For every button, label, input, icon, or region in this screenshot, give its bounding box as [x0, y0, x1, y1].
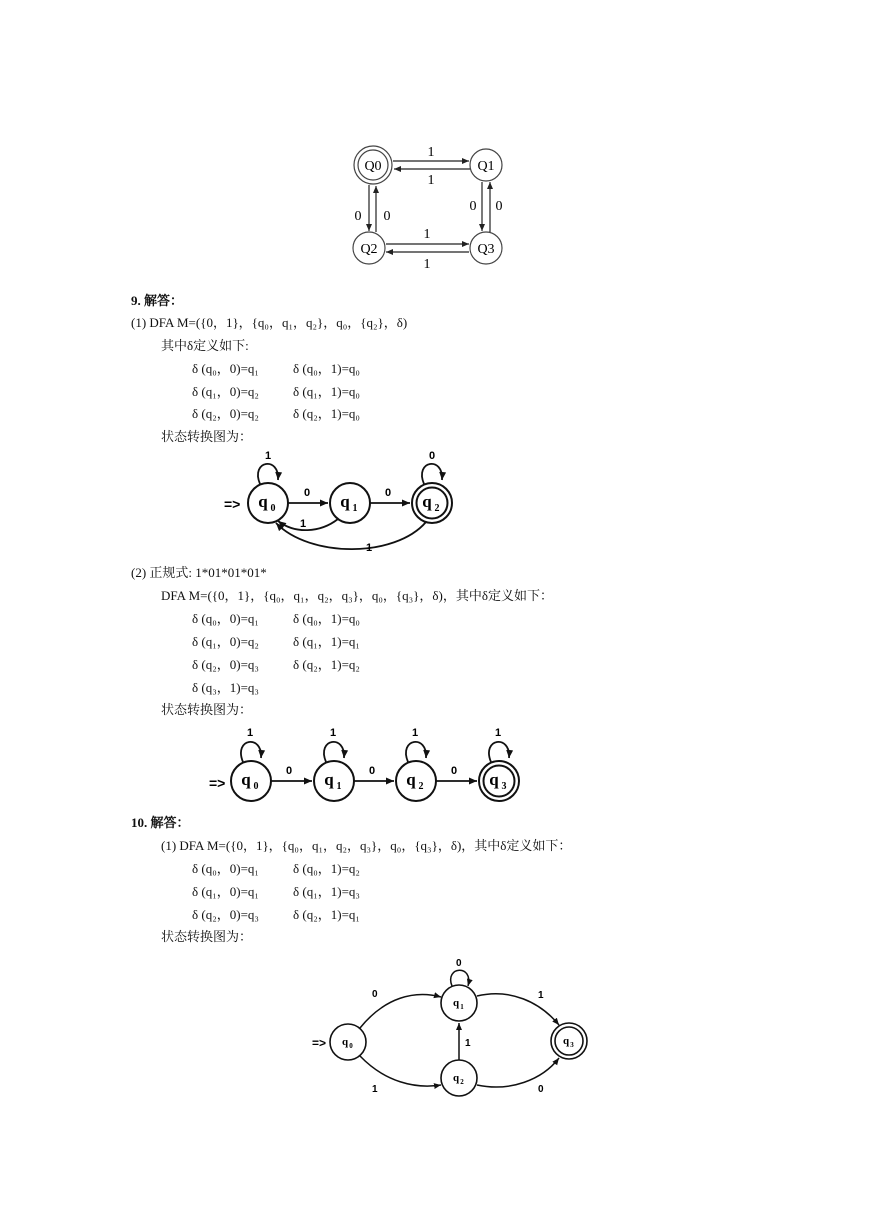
svg-text:2: 2 — [418, 781, 424, 792]
s10-delta-r2-c1: δ (q₂，1)=q₁ — [293, 907, 360, 922]
s9b-delta-r3-c0: δ (q₃，1)=q₃ — [192, 680, 259, 695]
svg-text:q: q — [324, 770, 334, 789]
s9-delta-r0-c1: δ (q₀，1)=q₀ — [293, 361, 360, 376]
s9b-delta-r2-c1: δ (q₂，1)=q₂ — [293, 657, 360, 672]
section10-heading: 10. 解答： — [131, 815, 190, 830]
edge-q2-q0 — [276, 522, 426, 549]
state-q2 — [412, 483, 452, 523]
state-q1 — [441, 985, 477, 1021]
regex-value: 1*01*01*01* — [195, 565, 267, 580]
svg-text:q: q — [341, 1036, 349, 1048]
state-q2 — [353, 232, 385, 264]
s9-diagram2 — [205, 724, 535, 809]
svg-text:2: 2 — [434, 503, 440, 514]
s10-delta-r0-c0: δ (q₀，0)=q₁ — [192, 861, 259, 876]
state-q2 — [396, 761, 436, 801]
svg-text:Q1: Q1 — [477, 159, 495, 174]
s10-diagram — [310, 952, 600, 1102]
svg-text:q: q — [422, 492, 432, 511]
s9-delta-r2-c1: δ (q₂，1)=q₀ — [293, 406, 360, 421]
svg-text:q: q — [340, 492, 350, 511]
svg-text:0: 0 — [349, 1042, 353, 1050]
edge-q1-q3 — [477, 994, 559, 1025]
loop-q3 — [489, 742, 509, 762]
svg-text:0: 0 — [385, 487, 392, 499]
s9-delta-r1-c0: δ (q₁，0)=q₂ — [192, 384, 259, 399]
svg-text:0: 0 — [253, 781, 259, 792]
svg-text:2: 2 — [460, 1078, 464, 1086]
s10-delta-r1-c0: δ (q₁，0)=q₁ — [192, 884, 259, 899]
start-marker: => — [224, 496, 241, 512]
svg-text:0: 0 — [304, 487, 311, 499]
section9-heading: 9. 解答： — [131, 293, 184, 308]
s10-delta-r2-c0: δ (q₂，0)=q₃ — [192, 907, 259, 922]
svg-text:1: 1 — [412, 727, 419, 739]
loop-q0 — [241, 742, 261, 762]
svg-text:1: 1 — [300, 518, 307, 530]
svg-text:Q2: Q2 — [360, 242, 378, 257]
svg-text:0: 0 — [451, 765, 458, 777]
s9-delta-r2-c0: δ (q₂，0)=q₂ — [192, 406, 259, 421]
svg-text:q: q — [452, 997, 460, 1009]
svg-text:1: 1 — [372, 1084, 378, 1095]
svg-text:1: 1 — [265, 450, 272, 462]
svg-text:0: 0 — [429, 450, 436, 462]
svg-text:0: 0 — [495, 199, 503, 214]
section9-dfa: (1) DFA M=({0，1}，{q₀，q₁，q₂}，q₀，{q₂}，δ) — [131, 315, 408, 330]
state-q3 — [470, 232, 502, 264]
loop-q2 — [406, 742, 426, 762]
svg-text:q: q — [258, 492, 268, 511]
svg-text:1: 1 — [330, 727, 337, 739]
loop-q0 — [258, 464, 278, 484]
svg-text:3: 3 — [570, 1041, 574, 1049]
svg-text:0: 0 — [383, 209, 391, 224]
svg-text:1: 1 — [465, 1038, 471, 1049]
s9b-delta-r2-c0: δ (q₂，0)=q₃ — [192, 657, 259, 672]
s9-diagram1 — [220, 448, 460, 558]
svg-text:1: 1 — [352, 503, 358, 514]
s10-delta-r0-c1: δ (q₀，1)=q₂ — [293, 861, 360, 876]
svg-text:1: 1 — [336, 781, 342, 792]
svg-text:0: 0 — [456, 958, 462, 969]
s9-delta-r0-c0: δ (q₀，0)=q₁ — [192, 361, 259, 376]
svg-text:0: 0 — [469, 199, 477, 214]
loop-q2 — [422, 464, 442, 484]
edge-q0-q2 — [360, 1056, 441, 1086]
state-q0 — [330, 1024, 366, 1060]
s9-regex: (2) 正规式: 1*01*01*01* — [131, 565, 267, 580]
svg-text:q: q — [241, 770, 251, 789]
svg-text:1: 1 — [495, 727, 502, 739]
svg-text:1: 1 — [247, 727, 254, 739]
s9-caption2: 状态转换图为： — [161, 702, 253, 717]
svg-text:0: 0 — [369, 765, 376, 777]
start-marker: => — [312, 1036, 327, 1050]
state-q1 — [330, 483, 370, 523]
s9b-delta-r0-c0: δ (q₀，0)=q₁ — [192, 611, 259, 626]
s9-delta-r1-c1: δ (q₁，1)=q₀ — [293, 384, 360, 399]
state-q0 — [231, 761, 271, 801]
s9-dfa2: DFA M=({0，1}，{q₀，q₁，q₂，q₃}，q₀，{q₃}，δ)，其中δ定义如下： — [161, 588, 554, 603]
svg-text:1: 1 — [423, 227, 431, 242]
svg-text:1: 1 — [366, 542, 373, 554]
svg-text:q: q — [562, 1035, 570, 1047]
svg-text:Q0: Q0 — [364, 159, 382, 174]
s9b-delta-r1-c1: δ (q₁，1)=q₁ — [293, 634, 360, 649]
svg-text:0: 0 — [354, 209, 362, 224]
svg-text:q: q — [452, 1072, 460, 1084]
state-q3 — [551, 1023, 587, 1059]
svg-text:0: 0 — [286, 765, 293, 777]
state-q2 — [441, 1060, 477, 1096]
svg-text:1: 1 — [427, 173, 435, 188]
state-q1 — [314, 761, 354, 801]
s9-caption1: 状态转换图为： — [161, 429, 253, 444]
s10-delta-r1-c1: δ (q₁，1)=q₃ — [293, 884, 360, 899]
edge-q2-q3 — [477, 1058, 559, 1087]
s9b-delta-r0-c1: δ (q₀，1)=q₀ — [293, 611, 360, 626]
state-q1 — [470, 149, 502, 181]
section9-intro: 其中δ定义如下: — [161, 338, 249, 353]
loop-q1 — [324, 742, 344, 762]
svg-text:1: 1 — [460, 1003, 464, 1011]
edge-q1-q0 — [278, 519, 338, 530]
svg-text:1: 1 — [427, 145, 435, 160]
start-marker: => — [209, 775, 226, 791]
svg-text:q: q — [489, 770, 499, 789]
svg-text:0: 0 — [270, 503, 276, 514]
state-q0 — [354, 146, 392, 184]
svg-text:3: 3 — [501, 781, 507, 792]
top-state-diagram — [345, 140, 515, 275]
state-q0 — [248, 483, 288, 523]
svg-text:0: 0 — [372, 989, 378, 1000]
state-q3 — [479, 761, 519, 801]
svg-text:q: q — [406, 770, 416, 789]
s9b-delta-r1-c0: δ (q₁，0)=q₂ — [192, 634, 259, 649]
svg-text:Q3: Q3 — [477, 242, 495, 257]
svg-text:0: 0 — [538, 1084, 544, 1095]
loop-q1 — [451, 970, 469, 986]
s10-caption: 状态转换图为： — [161, 929, 253, 944]
svg-text:1: 1 — [538, 990, 544, 1001]
svg-text:1: 1 — [423, 257, 431, 272]
section10-dfa: (1) DFA M=({0，1}，{q₀，q₁，q₂，q₃}，q₀，{q₃}，δ)，其中δ定义如下： — [161, 838, 572, 853]
